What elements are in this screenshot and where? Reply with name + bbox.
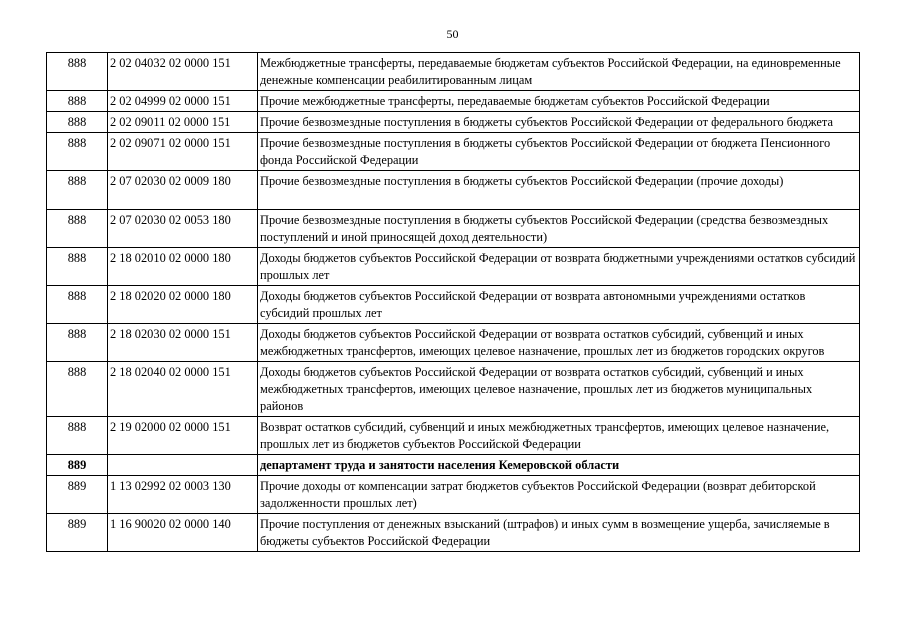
budget-code-cell: 2 19 02000 02 0000 151	[108, 417, 258, 455]
budget-code-cell: 2 02 04032 02 0000 151	[108, 53, 258, 91]
description-cell: Межбюджетные трансферты, передаваемые бюджетам субъектов Российской Федерации, на единовременные денежные компенсации реабилитированным лицам	[258, 53, 860, 91]
section-header-row	[47, 455, 860, 476]
page-number: 50	[446, 27, 459, 41]
admin-code-cell: 889	[47, 476, 108, 514]
budget-code-cell: 2 02 09011 02 0000 151	[108, 112, 258, 133]
description-cell: Доходы бюджетов субъектов Российской Федерации от возврата остатков субсидий, субвенций и иных межбюджетных трансфертов, имеющих целевое назначение, прошлых лет из бюджетов городских округов	[258, 324, 860, 362]
budget-code-cell: 2 07 02030 02 0009 180	[108, 171, 258, 210]
table-row	[47, 53, 860, 91]
admin-code-cell: 888	[47, 133, 108, 171]
table-row	[47, 133, 860, 171]
admin-code-cell: 888	[47, 112, 108, 133]
table-row	[47, 417, 860, 455]
admin-code-cell: 888	[47, 286, 108, 324]
admin-code-cell: 888	[47, 417, 108, 455]
budget-code-cell: 2 02 09071 02 0000 151	[108, 133, 258, 171]
budget-code-cell: 1 16 90020 02 0000 140	[108, 514, 258, 552]
description-cell: Доходы бюджетов субъектов Российской Федерации от возврата остатков субсидий, субвенций и иных межбюджетных трансфертов, имеющих целевое назначение, прошлых лет из бюджетов муниципальных районов	[258, 362, 860, 417]
budget-code-cell: 2 18 02030 02 0000 151	[108, 324, 258, 362]
budget-code-cell	[108, 455, 258, 476]
admin-code-cell: 888	[47, 171, 108, 210]
admin-code-cell: 888	[47, 362, 108, 417]
budget-code-cell: 1 13 02992 02 0003 130	[108, 476, 258, 514]
budget-code-cell: 2 18 02020 02 0000 180	[108, 286, 258, 324]
description-cell: Прочие безвозмездные поступления в бюджеты субъектов Российской Федерации от федерального бюджета	[258, 112, 860, 133]
table-row	[47, 286, 860, 324]
admin-code-cell: 888	[47, 248, 108, 286]
description-cell: Прочие доходы от компенсации затрат бюджетов субъектов Российской Федерации (возврат дебиторской задолженности прошлых лет)	[258, 476, 860, 514]
description-cell: Доходы бюджетов субъектов Российской Федерации от возврата бюджетными учреждениями остатков субсидий прошлых лет	[258, 248, 860, 286]
table-row	[47, 324, 860, 362]
description-cell: Прочие межбюджетные трансферты, передаваемые бюджетам субъектов Российской Федерации	[258, 91, 860, 112]
table-row	[47, 171, 860, 210]
budget-code-cell: 2 02 04999 02 0000 151	[108, 91, 258, 112]
description-cell: Прочие безвозмездные поступления в бюджеты субъектов Российской Федерации (средства безвозмездных поступлений и иной приносящей доход деятельности)	[258, 210, 860, 248]
description-cell: Возврат остатков субсидий, субвенций и иных межбюджетных трансфертов, имеющих целевое назначение, прошлых лет из бюджетов субъектов Российской Федерации	[258, 417, 860, 455]
table-row	[47, 362, 860, 417]
description-cell: Доходы бюджетов субъектов Российской Федерации от возврата автономными учреждениями остатков субсидий прошлых лет	[258, 286, 860, 324]
section-title-cell: департамент труда и занятости населения Кемеровской области	[258, 455, 860, 476]
admin-code-cell: 888	[47, 53, 108, 91]
budget-code-cell: 2 07 02030 02 0053 180	[108, 210, 258, 248]
table-row	[47, 476, 860, 514]
description-cell: Прочие безвозмездные поступления в бюджеты субъектов Российской Федерации (прочие доходы)	[258, 171, 860, 210]
table-row	[47, 514, 860, 552]
admin-code-cell: 888	[47, 210, 108, 248]
table-row	[47, 210, 860, 248]
table-row	[47, 91, 860, 112]
admin-code-cell: 888	[47, 91, 108, 112]
admin-code-cell: 888	[47, 324, 108, 362]
table-row	[47, 248, 860, 286]
budget-code-cell: 2 18 02010 02 0000 180	[108, 248, 258, 286]
table-row	[47, 112, 860, 133]
description-cell: Прочие безвозмездные поступления в бюджеты субъектов Российской Федерации от бюджета Пенсионного фонда Российской Федерации	[258, 133, 860, 171]
budget-code-cell: 2 18 02040 02 0000 151	[108, 362, 258, 417]
description-cell: Прочие поступления от денежных взысканий (штрафов) и иных сумм в возмещение ущерба, зачисляемые в бюджеты субъектов Российской Федерации	[258, 514, 860, 552]
admin-code-cell: 889	[47, 455, 108, 476]
admin-code-cell: 889	[47, 514, 108, 552]
revenue-codes-table	[46, 52, 860, 552]
